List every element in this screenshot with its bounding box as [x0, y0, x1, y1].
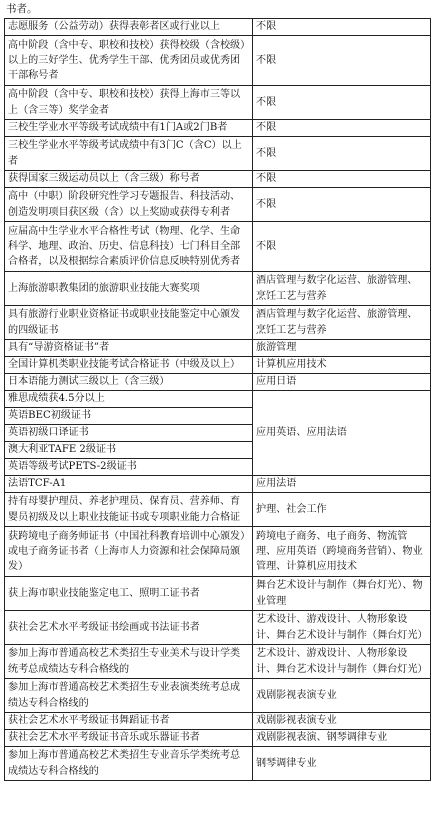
major-cell: 不限: [253, 137, 431, 171]
requirement-cell: 具有“导游资格证书”者: [5, 340, 253, 357]
table-row: [5, 357, 431, 374]
table-row: [5, 222, 431, 272]
table-row: [5, 679, 431, 713]
major-cell: 戏剧影视表演、钢琴调律专业: [253, 730, 431, 747]
table-row: [5, 577, 431, 611]
requirement-cell: 法语TCF-A1: [5, 476, 253, 493]
major-cell: 艺术设计、游戏设计、人物形象设计、舞台艺术设计与制作（舞台灯光）: [253, 611, 431, 645]
requirement-cell: 获社会艺术水平考级证书音乐或乐器证书者: [5, 730, 253, 747]
major-cell: 酒店管理与数字化运营、旅游管理、烹饪工艺与营养: [253, 272, 431, 306]
requirement-cell: 持有母婴护理员、养老护理员、保育员、营养师、育婴员初级及以上职业技能证书或专项职业能力合格证: [5, 493, 253, 527]
requirement-cell: 参加上海市普通高校艺术类招生专业表演类统考总成绩达专科合格线的: [5, 679, 253, 713]
major-cell: 应用法语: [253, 476, 431, 493]
table-row: [5, 611, 431, 645]
table-row: [5, 36, 431, 86]
table-row: [5, 730, 431, 747]
major-cell: 旅游管理: [253, 340, 431, 357]
major-cell: 不限: [253, 188, 431, 222]
table-row: [5, 476, 431, 493]
table-row: [5, 86, 431, 120]
requirement-cell: 高中阶段（含中专、职校和技校）获得上海市三等以上（含三等）奖学金者: [5, 86, 253, 120]
requirement-cell: 澳大利亚TAFE 2级证书: [5, 442, 253, 459]
requirement-cell: 上海旅游职教集团的旅游职业技能大赛奖项: [5, 272, 253, 306]
table-row: [5, 747, 431, 781]
major-cell-merged: 应用英语、应用法语: [253, 391, 431, 476]
requirement-cell: 英语BEC初级证书: [5, 408, 253, 425]
table-row: [5, 713, 431, 730]
requirement-cell: 日本语能力测试三级以上（含三级）: [5, 374, 253, 391]
requirement-cell: 高中（中职）阶段研究性学习专题报告、科技活动、创造发明项目获区级（含）以上奖励或获得专利者: [5, 188, 253, 222]
table-row: [5, 120, 431, 137]
major-cell: 护理、社会工作: [253, 493, 431, 527]
requirement-cell: 获上海市职业技能鉴定电工、照明工证书者: [5, 577, 253, 611]
table-row: [5, 340, 431, 357]
major-cell: 钢琴调律专业: [253, 747, 431, 781]
major-cell: 不限: [253, 222, 431, 272]
requirement-cell: 全国计算机类职业技能考试合格证书（中级及以上）: [5, 357, 253, 374]
requirement-cell: 三校生学业水平等级考试成绩中有3门C（含C）以上者: [5, 137, 253, 171]
requirement-cell: 英语等级考试PETS-2级证书: [5, 459, 253, 476]
major-cell: 计算机应用技术: [253, 357, 431, 374]
requirement-cell: 雅思成绩获4.5分以上: [5, 391, 253, 408]
intro-text: 书者。: [6, 3, 38, 15]
major-cell: 不限: [253, 120, 431, 137]
table-row: [5, 391, 431, 408]
table-row: [5, 19, 431, 36]
requirement-cell: 参加上海市普通高校艺术类招生专业美术与设计学类统考总成绩达专科合格线的: [5, 645, 253, 679]
requirement-cell: 获社会艺术水平考级证书绘画或书法证书者: [5, 611, 253, 645]
requirement-cell: 三校生学业水平等级考试成绩中有1门A或2门B者: [5, 120, 253, 137]
admission-requirements-table: [4, 18, 431, 781]
table-row: [5, 645, 431, 679]
table-row: [5, 188, 431, 222]
major-cell: 戏剧影视表演专业: [253, 679, 431, 713]
major-cell: 跨境电子商务、电子商务、物流管理、应用英语（跨境商务营销）、物业管理、计算机应用技术: [253, 527, 431, 577]
requirement-cell: 志愿服务（公益劳动）获得表彰者区或行业以上: [5, 19, 253, 36]
requirement-cell: 获得国家三级运动员以上（含三级）称号者: [5, 171, 253, 188]
table-row: [5, 493, 431, 527]
major-cell: 戏剧影视表演专业: [253, 713, 431, 730]
major-cell: 应用日语: [253, 374, 431, 391]
major-cell: 艺术设计、游戏设计、人物形象设计、舞台艺术设计与制作（舞台灯光）: [253, 645, 431, 679]
table-row: [5, 306, 431, 340]
major-cell: 不限: [253, 19, 431, 36]
requirement-cell: 获社会艺术水平考级证书舞蹈证书者: [5, 713, 253, 730]
table-row: [5, 527, 431, 577]
table-row: [5, 171, 431, 188]
major-cell: 不限: [253, 86, 431, 120]
major-cell: 不限: [253, 171, 431, 188]
requirement-cell: 应届高中生学业水平合格性考试（物理、化学、生命科学、地理、政治、历史、信息科技）七门科目全部合格者，以及根据综合素质评价信息反映特别优秀者: [5, 222, 253, 272]
requirement-cell: 获跨境电子商务师证书（中国社科教育培训中心颁发）或电子商务证书者（上海市人力资源和社会保障局颁发）: [5, 527, 253, 577]
major-cell: 舞台艺术设计与制作（舞台灯光）、物业管理: [253, 577, 431, 611]
table-row: [5, 374, 431, 391]
requirement-cell: 高中阶段（含中专、职校和技校）获得校级（含校级）以上的三好学生、优秀学生干部、优秀团员或优秀团干部称号者: [5, 36, 253, 86]
major-cell: 不限: [253, 36, 431, 86]
major-cell: 酒店管理与数字化运营、旅游管理、烹饪工艺与营养: [253, 306, 431, 340]
requirement-cell: 英语初级口译证书: [5, 425, 253, 442]
table-row: [5, 137, 431, 171]
table-row: [5, 272, 431, 306]
requirement-cell: 具有旅游行业职业资格证书或职业技能鉴定中心颁发的四级证书: [5, 306, 253, 340]
requirement-cell: 参加上海市普通高校艺术类招生专业音乐学类统考总成绩达专科合格线的: [5, 747, 253, 781]
